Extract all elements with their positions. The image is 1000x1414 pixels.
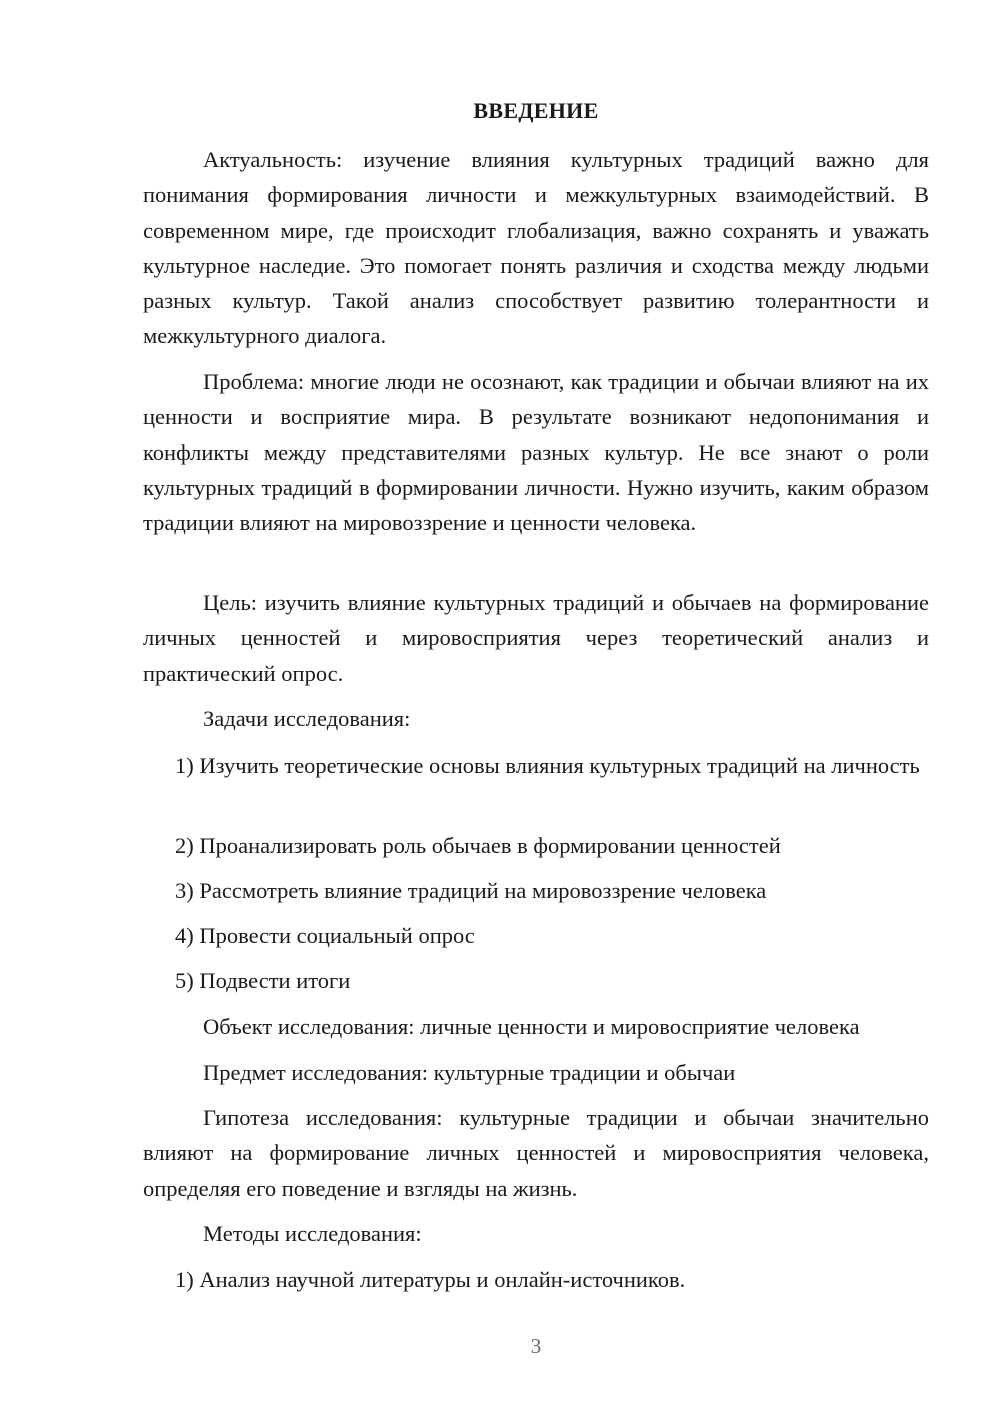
- research-subject: Предмет исследования: культурные традиции и обычаи: [203, 1060, 736, 1085]
- method-item-1: 1) Анализ научной литературы и онлайн-источников.: [175, 1267, 686, 1292]
- research-object: Объект исследования: личные ценности и мировосприятие человека: [203, 1014, 860, 1039]
- page-number: 3: [530, 1334, 542, 1358]
- task-item-3: 3) Рассмотреть влияние традиций на мировоззрение человека: [175, 878, 767, 903]
- relevance-paragraph: Актуальность: изучение влияния культурных традиций важно для понимания формирования личности и межкультурных взаимодействий. В современном мире, где происходит глобализация, важно сохранять и уважать культурное наследие. Это помогает понять различия и сходства между людьми разных культур. Такой анализ способствует развитию толерантности и межкультурного диалога.: [143, 147, 929, 349]
- methods-heading: Методы исследования:: [203, 1221, 422, 1246]
- document-page: [143, 0, 929, 1414]
- goal-paragraph: Цель: изучить влияние культурных традиций и обычаев на формирование личных ценностей и мировосприятия через теоретический анализ и практический опрос.: [143, 590, 929, 686]
- page-title: ВВЕДЕНИЕ: [473, 98, 599, 123]
- problem-paragraph: Проблема: многие люди не осознают, как традиции и обычаи влияют на их ценности и восприятие мира. В результате возникают недопонимания и конфликты между представителями разных культур. Не все знают о роли культурных традиций в формировании личности. Нужно изучить, каким образом традиции влияют на мировоззрение и ценности человека.: [143, 369, 929, 536]
- tasks-heading: Задачи исследования:: [203, 706, 411, 731]
- task-item-4: 4) Провести социальный опрос: [175, 923, 475, 948]
- task-item-5: 5) Подвести итоги: [175, 968, 351, 993]
- task-item-1: 1) Изучить теоретические основы влияния культурных традиций на личность: [175, 753, 920, 778]
- task-item-2: 2) Проанализировать роль обычаев в формировании ценностей: [175, 833, 781, 858]
- hypothesis-paragraph: Гипотеза исследования: культурные традиции и обычаи значительно влияют на формирование личных ценностей и мировосприятия человека, определяя его поведение и взгляды на жизнь.: [143, 1105, 929, 1201]
